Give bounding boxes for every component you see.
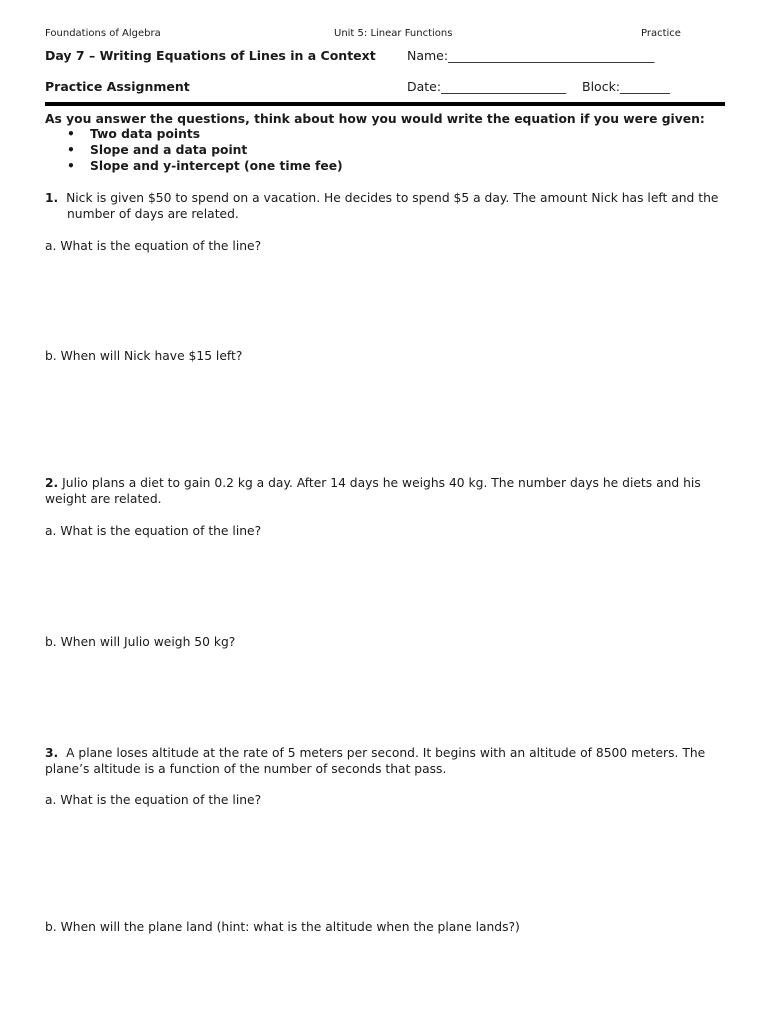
instructions-text: As you answer the questions, think about how you would write the equation if you were given: [45, 112, 705, 126]
question-text-cont: number of days are related. [67, 207, 239, 221]
bullet-item: • Slope and y-intercept (one time fee) [45, 158, 343, 174]
unit-name: Unit 5: Linear Functions [334, 28, 453, 39]
block-field-label: Block:________ [582, 79, 671, 94]
question-text: A plane loses altitude at the rate of 5 meters per second. It begins with an altitude of 8500 meters. The [66, 746, 706, 760]
question-text-cont: plane’s altitude is a function of the number of seconds that pass. [45, 762, 447, 776]
question-3-part-a: a. What is the equation of the line? [45, 793, 262, 807]
question-2-part-a: a. What is the equation of the line? [45, 524, 262, 538]
name-field-label: Name:_________________________________ [407, 48, 655, 63]
question-2 [45, 475, 735, 507]
question-text: Nick is given $50 to spend on a vacation. He decides to spend $5 a day. The amount Nick has left and the [66, 191, 719, 205]
doc-type: Practice [641, 28, 681, 39]
question-number: 2. [45, 476, 59, 490]
course-name: Foundations of Algebra [45, 28, 161, 39]
question-text-cont: weight are related. [45, 492, 162, 506]
date-field-label: Date:____________________ [407, 79, 567, 94]
question-text: Julio plans a diet to gain 0.2 kg a day. After 14 days he weighs 40 kg. The number days he diets and his [62, 476, 701, 490]
question-1-part-a: a. What is the equation of the line? [45, 239, 262, 253]
question-3-part-b: b. When will the plane land (hint: what is the altitude when the plane lands?) [45, 920, 520, 934]
instructions-bullets [45, 126, 343, 174]
bullet-item: • Two data points [45, 126, 343, 142]
bullet-item: • Slope and a data point [45, 142, 343, 158]
question-2-part-b: b. When will Julio weigh 50 kg? [45, 635, 236, 649]
question-1-part-b: b. When will Nick have $15 left? [45, 349, 243, 363]
question-number: 3. [45, 746, 59, 760]
assignment-subtitle: Practice Assignment [45, 79, 190, 94]
header-divider [45, 102, 725, 106]
page-title: Day 7 – Writing Equations of Lines in a Context [45, 48, 376, 63]
question-1 [45, 190, 735, 222]
question-number: 1. [45, 191, 59, 205]
question-3 [45, 745, 735, 777]
